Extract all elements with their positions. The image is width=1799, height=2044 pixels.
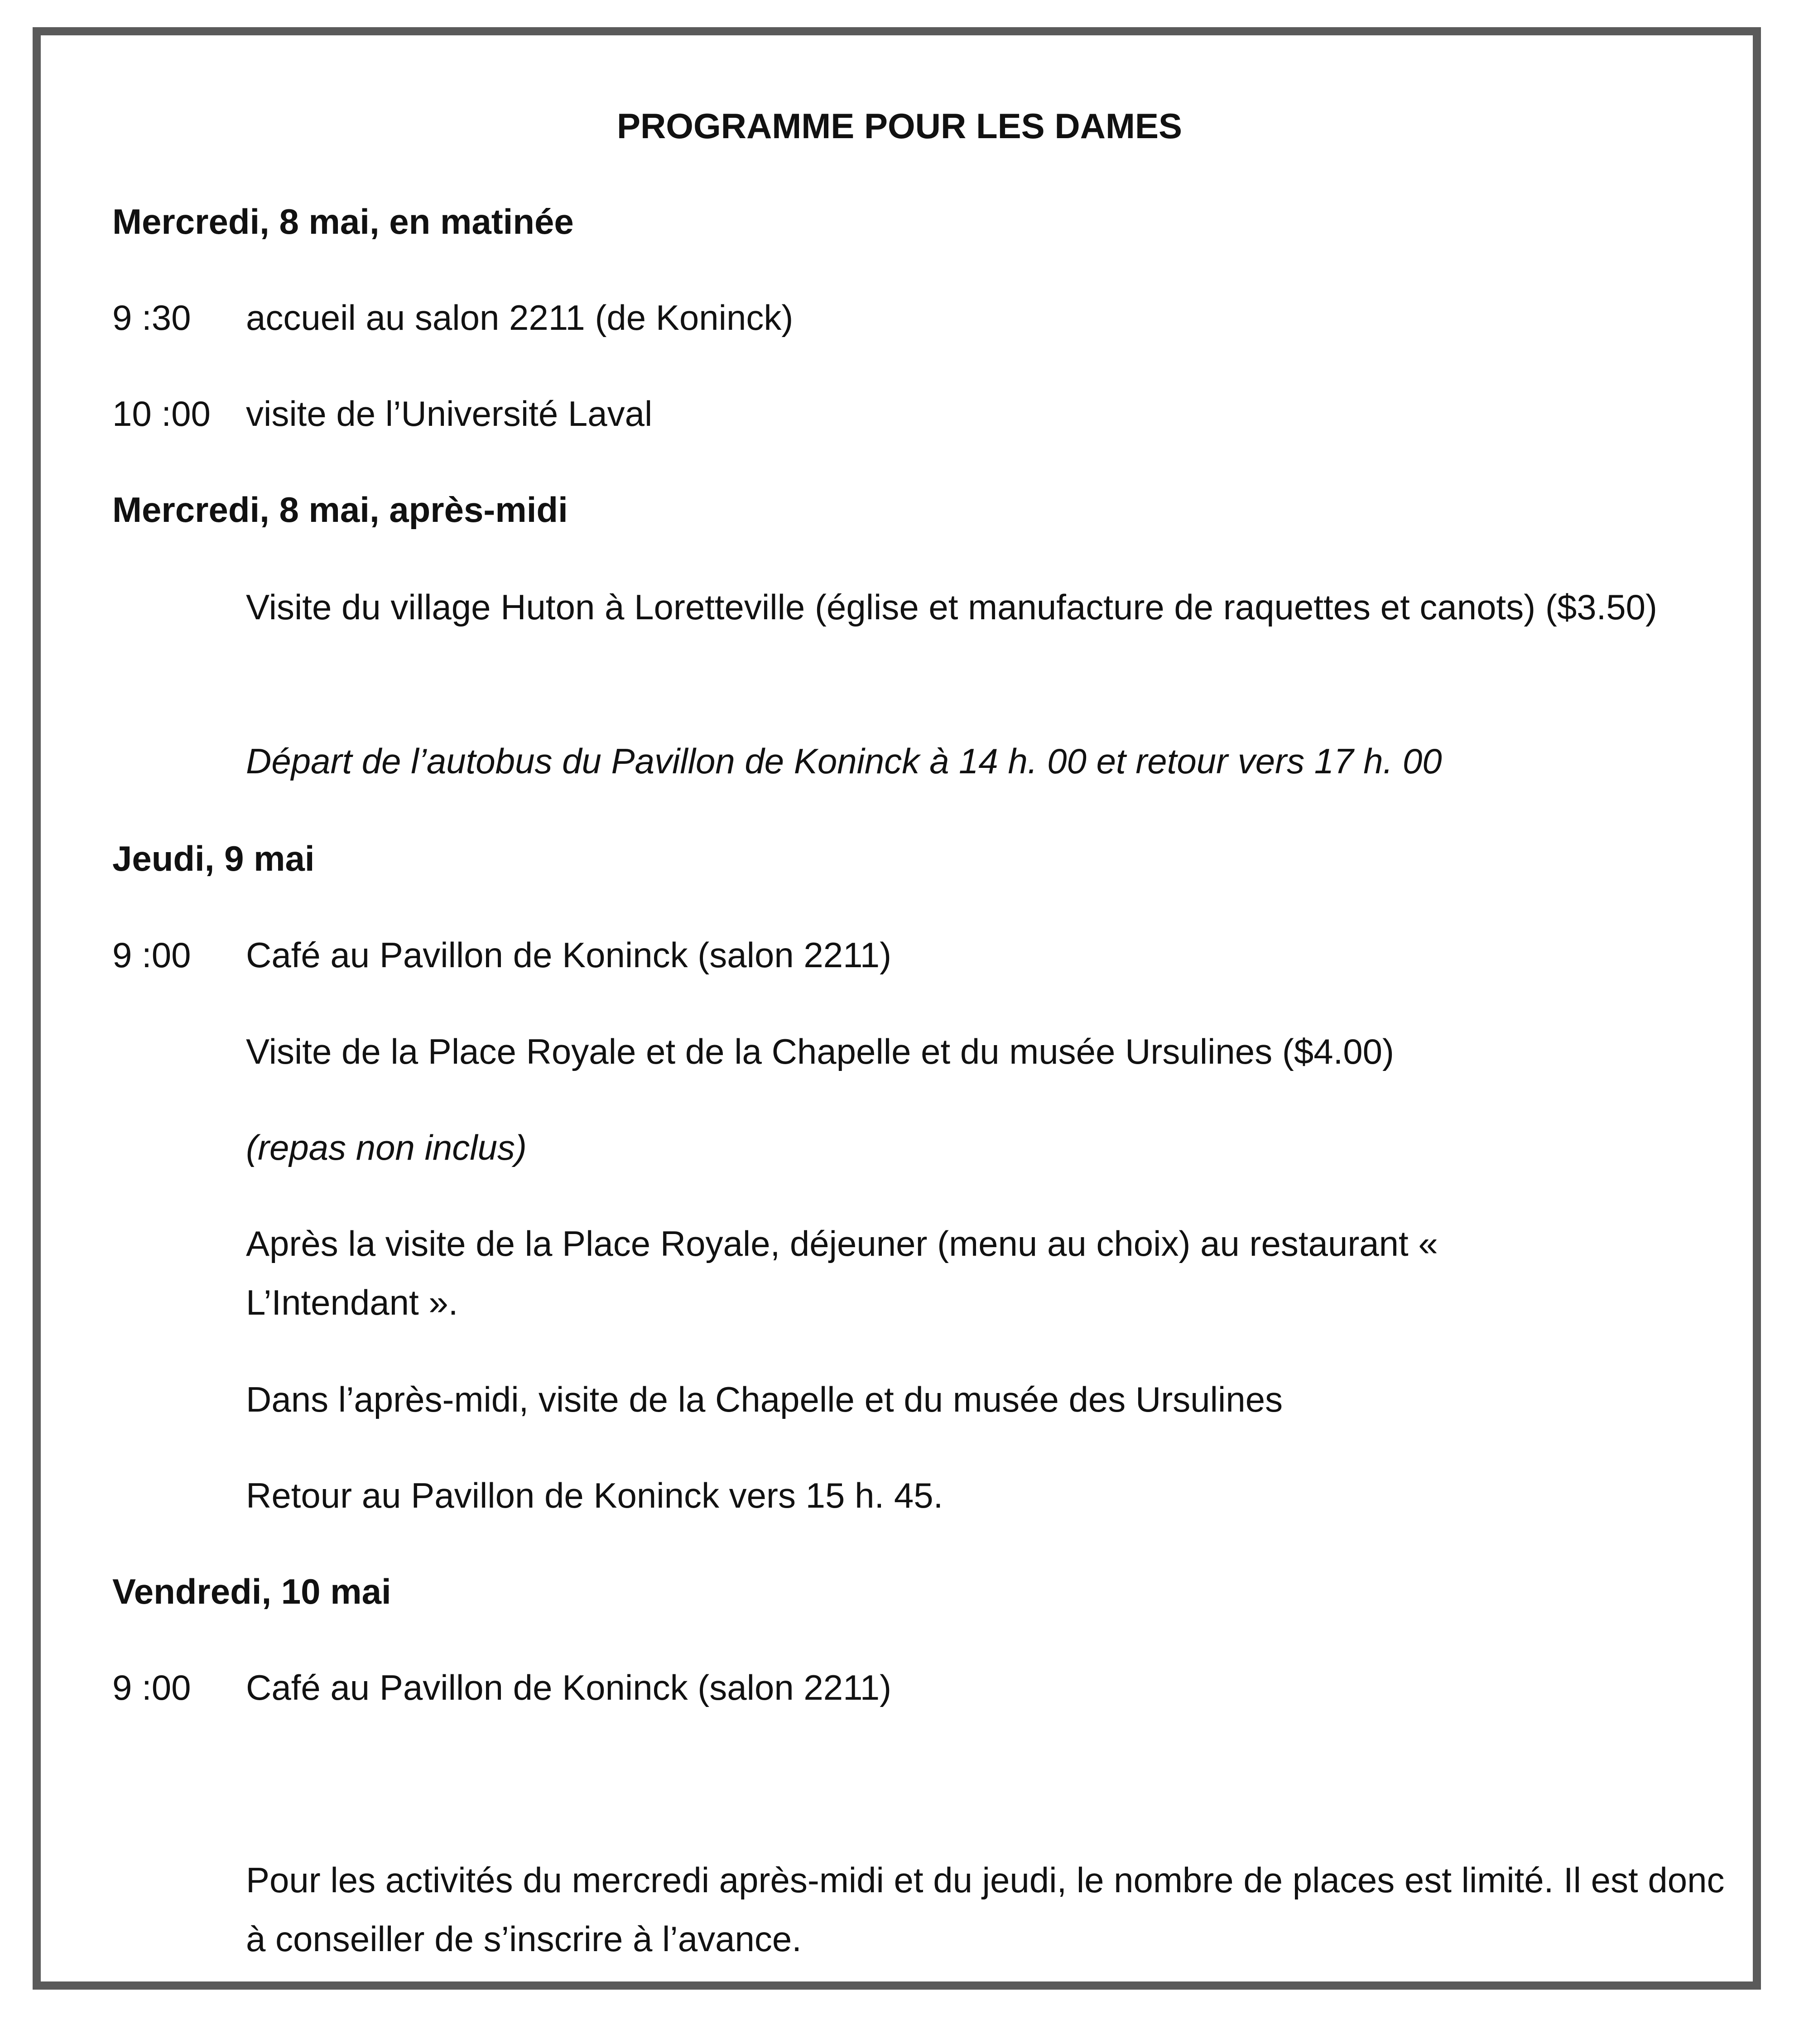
schedule-item: Café au Pavillon de Koninck (salon 2211) bbox=[246, 935, 892, 975]
page-title: PROGRAMME POUR LES DAMES bbox=[616, 106, 1183, 146]
schedule-item: Visite de la Place Royale et de la Chapelle et du musée Ursulines ($4.00) bbox=[246, 1032, 1394, 1071]
schedule-time: 9 :00 bbox=[112, 1668, 191, 1707]
registration-note: Pour les activités du mercredi après-midi et du jeudi, le nombre de places est limité. Il est donc à conseiller de s’inscrire à l’avance. bbox=[246, 1860, 1725, 1959]
schedule-item: Après la visite de la Place Royale, déjeuner (menu au choix) au restaurant « L’Intendant ». bbox=[246, 1224, 1438, 1322]
schedule-item: Retour au Pavillon de Koninck vers 15 h. 45. bbox=[246, 1475, 943, 1515]
day-heading-thursday: Jeudi, 9 mai bbox=[112, 839, 315, 878]
schedule-time: 10 :00 bbox=[112, 394, 211, 434]
schedule-item: Café au Pavillon de Koninck (salon 2211) bbox=[246, 1668, 892, 1707]
day-heading-wed-afternoon: Mercredi, 8 mai, après-midi bbox=[112, 490, 568, 530]
day-heading-wed-morning: Mercredi, 8 mai, en matinée bbox=[112, 202, 574, 241]
schedule-time: 9 :00 bbox=[112, 935, 191, 975]
meal-note: (repas non inclus) bbox=[246, 1128, 527, 1167]
schedule-item: Dans l’après-midi, visite de la Chapelle et du musée des Ursulines bbox=[246, 1379, 1283, 1419]
schedule-item: accueil au salon 2211 (de Koninck) bbox=[246, 298, 794, 337]
schedule-item: visite de l’Université Laval bbox=[246, 394, 653, 434]
schedule-time: 9 :30 bbox=[112, 298, 191, 337]
schedule-item: Visite du village Huton à Loretteville (église et manufacture de raquettes et canots) ($3.50) bbox=[246, 587, 1658, 627]
day-heading-friday: Vendredi, 10 mai bbox=[112, 1572, 391, 1611]
bus-departure-note: Départ de l’autobus du Pavillon de Koninck à 14 h. 00 et retour vers 17 h. 00 bbox=[246, 741, 1442, 781]
